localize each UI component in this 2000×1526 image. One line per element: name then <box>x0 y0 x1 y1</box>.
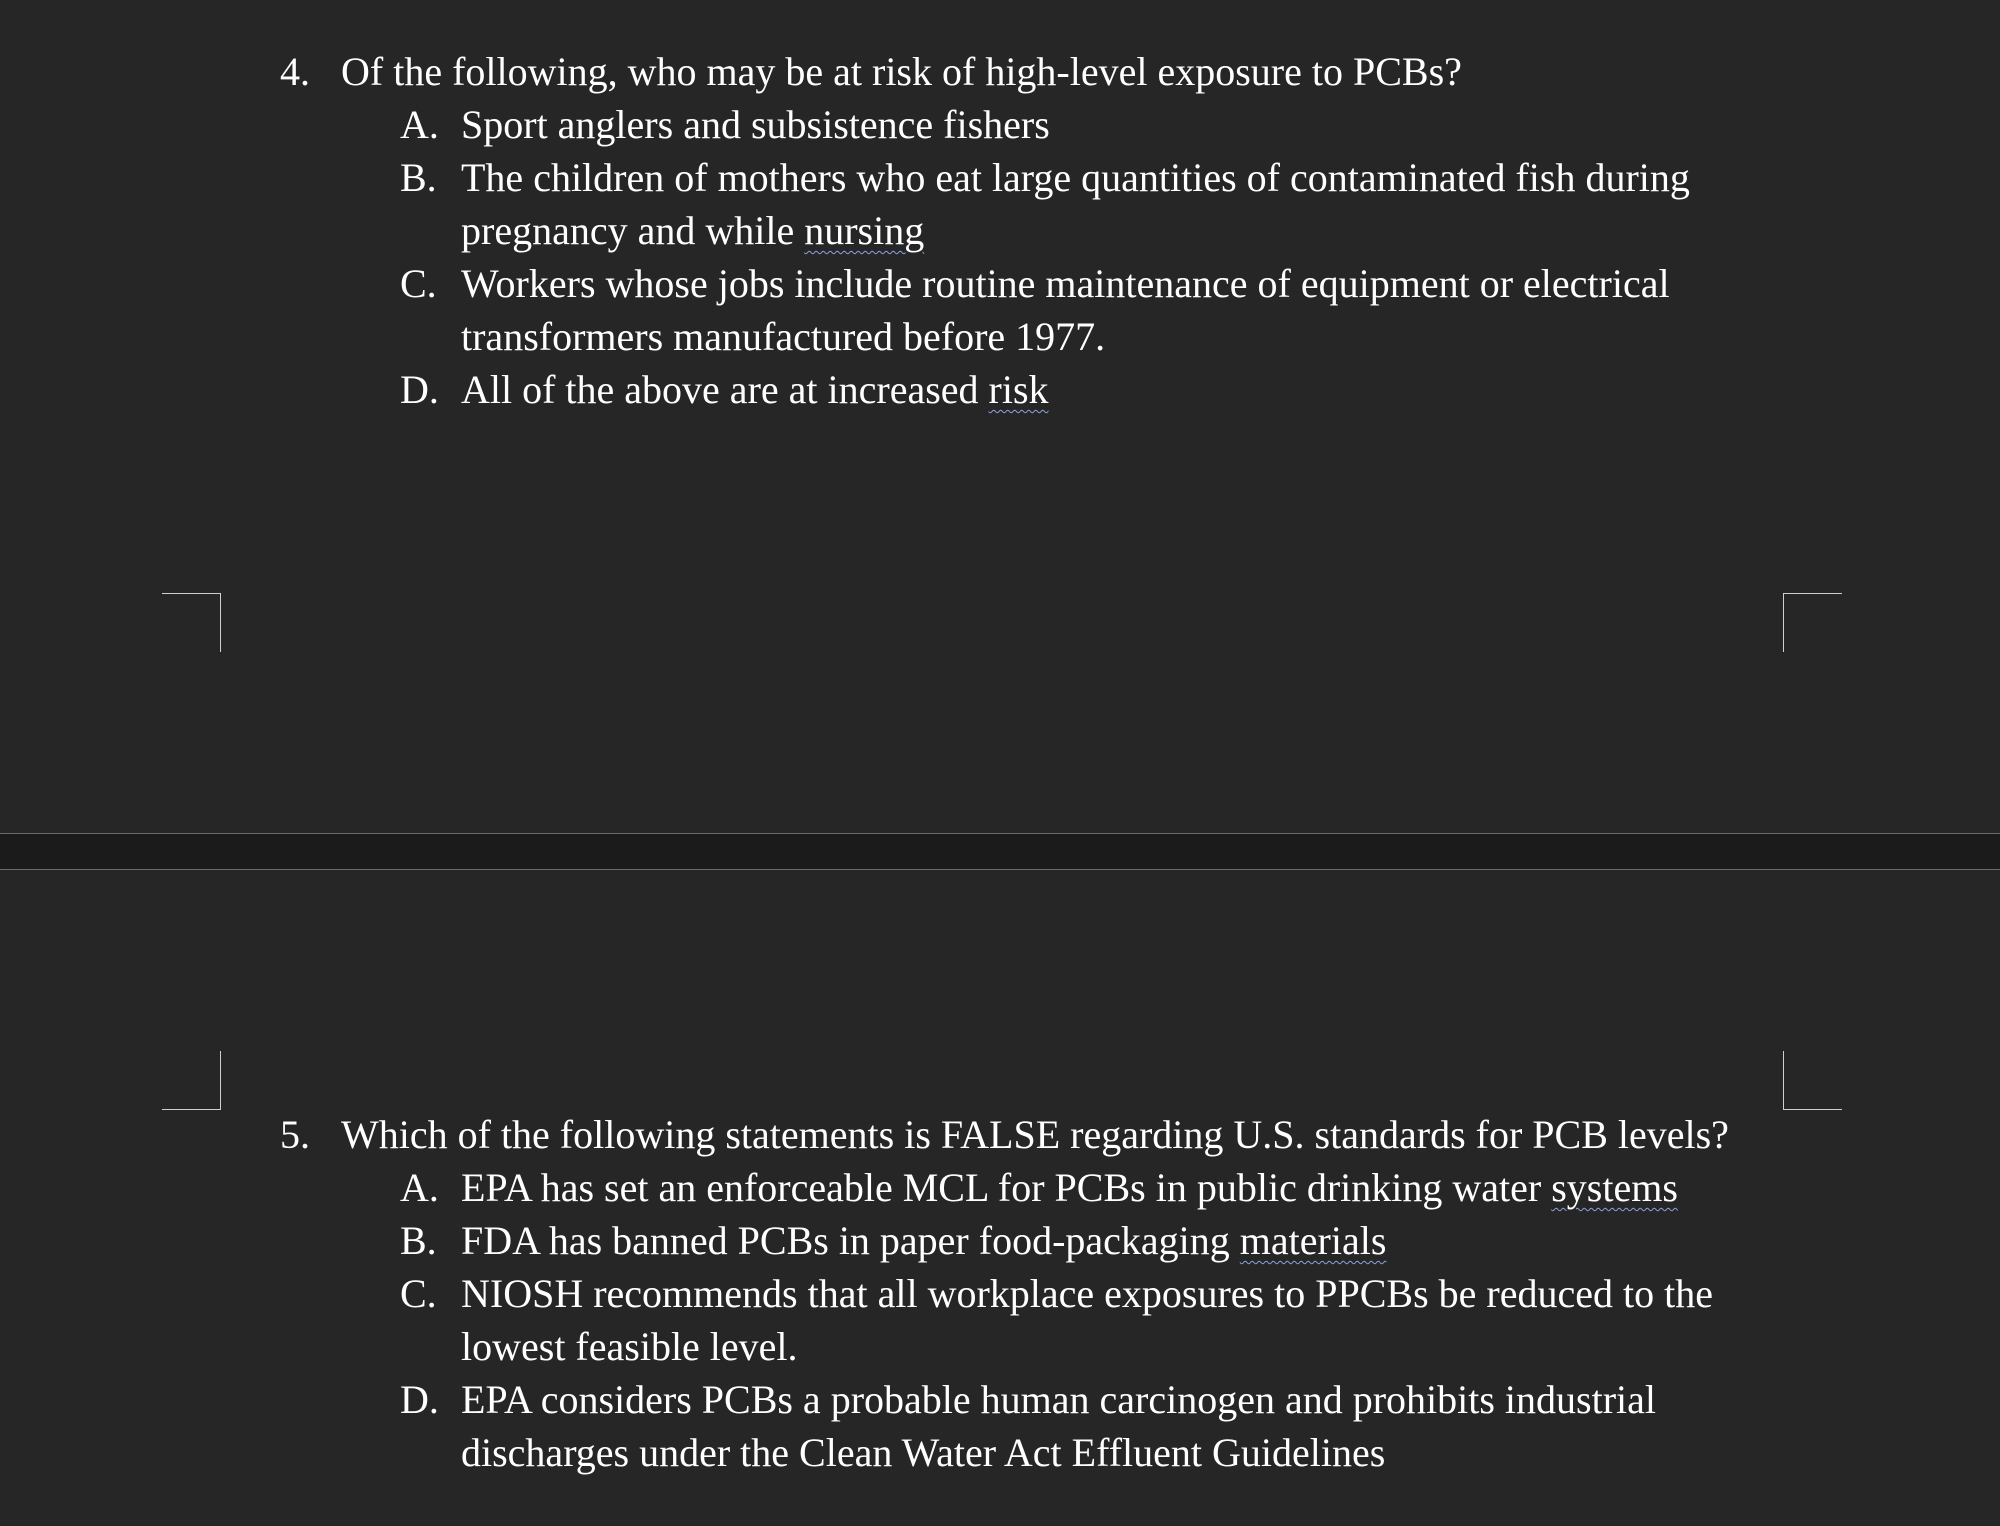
option-letter: A. <box>400 102 439 147</box>
question-stem <box>0 1108 2000 1161</box>
question-number: 4. <box>280 49 310 94</box>
answer-option-b[interactable] <box>0 1214 2000 1267</box>
spellcheck-flag: materials <box>1239 1218 1387 1263</box>
option-letter: D. <box>400 1377 439 1422</box>
question-number: 5. <box>280 1112 310 1157</box>
option-letter: A. <box>400 1165 439 1210</box>
option-letter: C. <box>400 1271 437 1316</box>
spellcheck-flag: risk <box>988 367 1049 412</box>
question-4 <box>0 45 2000 416</box>
question-5 <box>0 1108 2000 1479</box>
crop-mark-bottom-left <box>162 593 221 652</box>
answer-option-a[interactable] <box>0 1161 2000 1214</box>
answer-option-a[interactable] <box>0 98 2000 151</box>
crop-mark-bottom-right <box>1783 593 1842 652</box>
option-text[interactable]: EPA considers PCBs a probable human carcinogen and prohibits industrial discharges under the Clean Water Act Effluent Guidelines <box>461 1377 1657 1475</box>
option-letter: B. <box>400 1218 437 1263</box>
question-prompt[interactable]: Which of the following statements is FALSE regarding U.S. standards for PCB levels? <box>341 1112 1729 1157</box>
option-text[interactable]: The children of mothers who eat large quantities of contaminated fish during pregnancy and while nursing <box>461 155 1690 253</box>
answer-option-c[interactable] <box>0 257 2000 363</box>
crop-mark-top-left <box>162 1051 221 1110</box>
option-text[interactable]: All of the above are at increased risk <box>461 367 1049 412</box>
option-letter: C. <box>400 261 437 306</box>
option-text[interactable]: Workers whose jobs include routine maintenance of equipment or electrical transformers manufactured before 1977. <box>461 261 1670 359</box>
question-prompt[interactable]: Of the following, who may be at risk of high-level exposure to PCBs? <box>341 49 1462 94</box>
option-letter: B. <box>400 155 437 200</box>
spellcheck-flag: systems <box>1551 1165 1678 1210</box>
option-letter: D. <box>400 367 439 412</box>
document-page-2 <box>0 869 2000 1526</box>
spellcheck-flag: nursing <box>804 208 925 253</box>
crop-mark-top-right <box>1783 1051 1842 1110</box>
answer-option-b[interactable] <box>0 151 2000 257</box>
option-text[interactable]: EPA has set an enforceable MCL for PCBs in public drinking water systems <box>461 1165 1678 1210</box>
answer-option-c[interactable] <box>0 1267 2000 1373</box>
option-text[interactable]: NIOSH recommends that all workplace exposures to PPCBs be reduced to the lowest feasible level. <box>461 1271 1713 1369</box>
option-text[interactable]: Sport anglers and subsistence fishers <box>461 102 1050 147</box>
question-stem <box>0 45 2000 98</box>
answer-option-d[interactable] <box>0 1373 2000 1479</box>
answer-option-d[interactable] <box>0 363 2000 416</box>
option-text[interactable]: FDA has banned PCBs in paper food-packaging materials <box>461 1218 1387 1263</box>
